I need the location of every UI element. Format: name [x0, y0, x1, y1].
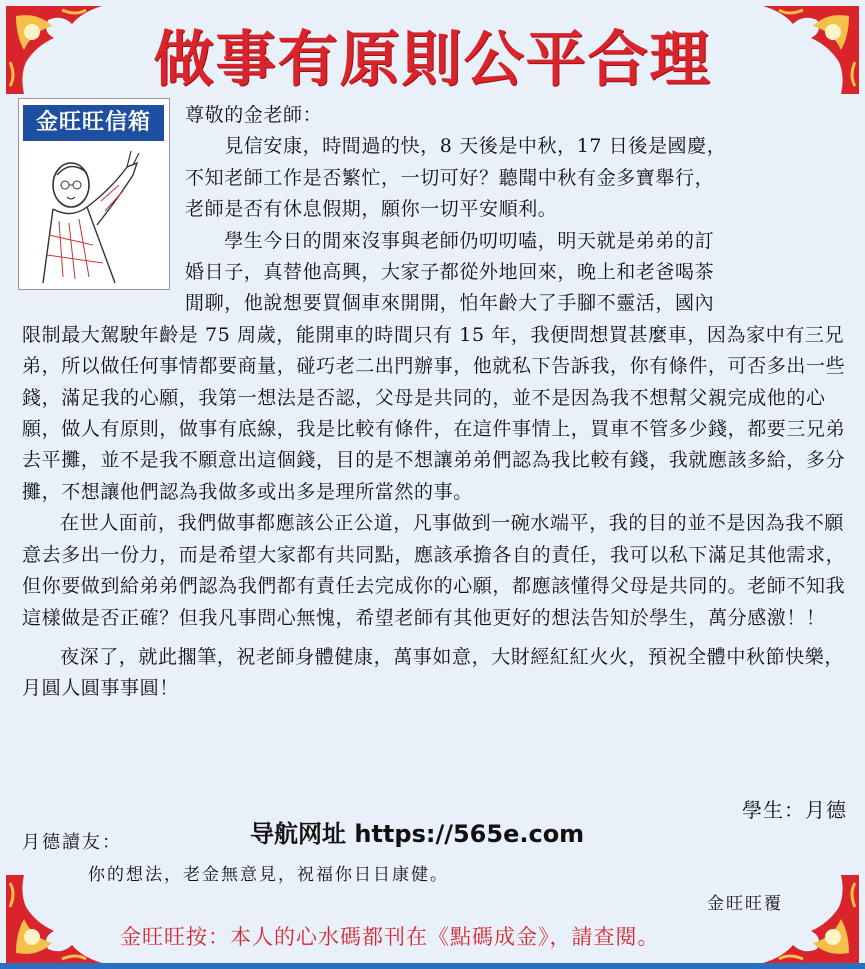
letter-line: 不知老師工作是否繁忙，一切可好？聽聞中秋有金多寶舉行，: [185, 166, 715, 189]
letter-paragraph: 限制最大駕駛年齡是 75 周歲，能開車的時間只有 15 年，我便問想買甚麼車，因為家中有三兄弟，所以做任何事情都要商量，碰巧老二出門辦事，他就私下告訴我，你有條件，可否多出一些錢，滿足我的心願，我第一想法是否認，父母是共同的，並不是因為我不想幫父親完成他的心願，做人有原則，做事有底線，我是比較有條件，在這件事情上，買車不管多少錢，都要三兄弟去平攤，並不是我不願意出這個錢，目的是不想讓弟弟們認為我比較有錢，我就應該多給，多分攤，不想讓他們認為我做多或出多是理所當然的事。: [22, 323, 846, 503]
letter-body: [22, 100, 852, 705]
corner-ornament-icon: [2, 871, 106, 967]
reply-text: 你的想法，老金無意見，祝福你日日康健。: [88, 865, 449, 885]
letter-paragraph: 在世人面前，我們做事都應該公正公道，凡事做到一碗水端平，我的目的並不是因為我不願意去多出一份力，而是希望大家都有共同點，應該承擔各自的責任，我可以私下滿足其他需求，但你要做到給弟弟們認為我們都有責任去完成你的心願，都應該懂得父母是共同的。老師不知我這樣做是否正確？但我凡事問心無愧，希望老師有其他更好的想法告知於學生，萬分感激！！: [22, 512, 846, 629]
student-signature: 學生：月德: [742, 798, 847, 822]
footer-note: 金旺旺按：本人的心水碼都刊在《點碼成金》，請查閱。: [120, 925, 660, 949]
letter-line: 學生今日的閒來沒事與老師仍叨叨嗑，明天就是弟弟的訂: [185, 229, 715, 252]
teacher-signature: 金旺旺覆: [707, 894, 783, 914]
corner-ornament-icon: [759, 871, 863, 967]
page-title: 做事有原則公平合理: [153, 25, 712, 95]
letter-line: 見信安康，時間過的快，8 天後是中秋，17 日後是國慶，: [185, 135, 727, 158]
reply-addressee: 月德讀友：: [22, 832, 122, 853]
letter-greeting: 尊敬的金老師：: [185, 104, 323, 126]
letter-line: 老師是否有休息假期，願你一切平安順利。: [185, 198, 558, 221]
corner-ornament-icon: [2, 2, 106, 98]
letter-line: 婚日子，真替他高興，大家子都從外地回來，晚上和老爸喝茶: [185, 261, 715, 284]
bottom-border: [0, 963, 865, 969]
corner-ornament-icon: [759, 2, 863, 98]
letter-paragraph: 夜深了，就此擱筆，祝老師身體健康，萬事如意，大財經紅紅火火，預祝全體中秋節快樂，月圓人圓事事圓！: [22, 645, 845, 700]
mailbox-label: 金旺旺信箱: [23, 105, 164, 141]
watermark-text: 导航网址 https://565e.com: [250, 820, 585, 848]
letter-line: 閒聊，他說想要買個車來開開，怕年齡大了手腳不靈活，國內: [185, 292, 715, 315]
